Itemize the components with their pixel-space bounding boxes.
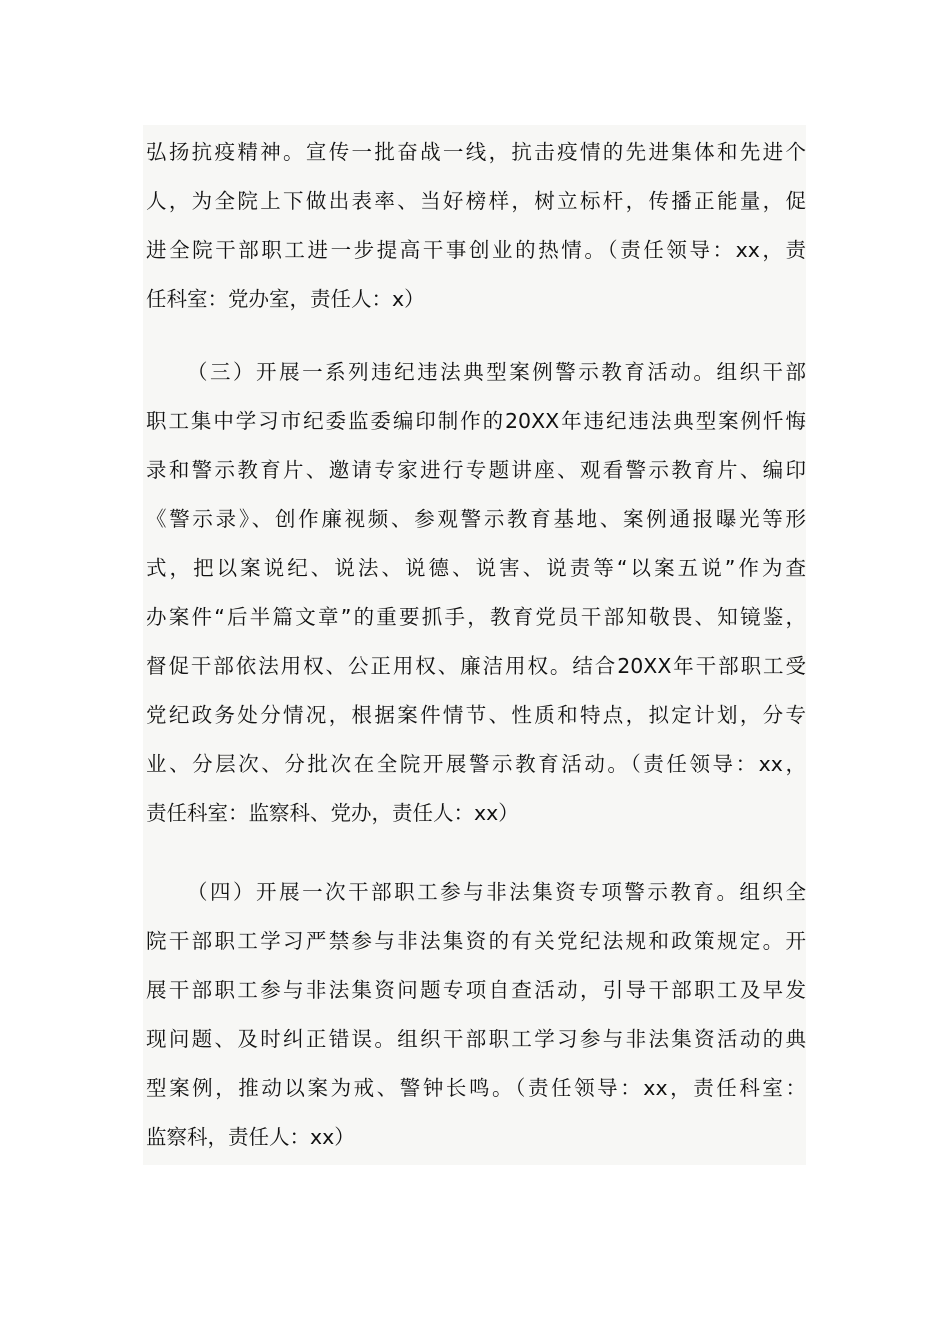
text-line: 型案例，推动以案为戒、警钟长鸣。（责任领导：xx，责任科室： xyxy=(146,1076,806,1100)
section-heading-line: （三）开展一系列违纪违法典型案例警示教育活动。组织干部 xyxy=(187,360,806,384)
text-line: 弘扬抗疫精神。宣传一批奋战一线，抗击疫情的先进集体和先进个 xyxy=(146,140,806,164)
text-line: 院干部职工学习严禁参与非法集资的有关党纪法规和政策规定。开 xyxy=(146,929,806,953)
text-line: 责任科室：监察科、党办，责任人：xx） xyxy=(146,801,519,825)
text-line: 式，把以案说纪、说法、说德、说害、说责等“以案五说”作为查 xyxy=(146,556,806,580)
text-line: 办案件“后半篇文章”的重要抓手，教育党员干部知敬畏、知镜鉴， xyxy=(146,605,806,629)
text-line: 监察科，责任人：xx） xyxy=(146,1125,355,1149)
text-line: 人，为全院上下做出表率、当好榜样，树立标杆，传播正能量，促 xyxy=(146,189,806,213)
text-line: 现问题、及时纠正错误。组织干部职工学习参与非法集资活动的典 xyxy=(146,1027,806,1051)
text-line: 录和警示教育片、邀请专家进行专题讲座、观看警示教育片、编印 xyxy=(146,458,806,482)
text-line: 《警示录》、创作廉视频、参观警示教育基地、案例通报曝光等形 xyxy=(146,507,806,531)
text-line: 进全院干部职工进一步提高干事创业的热情。（责任领导：xx，责 xyxy=(146,238,806,262)
section-heading-line: （四）开展一次干部职工参与非法集资专项警示教育。组织全 xyxy=(187,880,806,904)
text-line: 职工集中学习市纪委监委编印制作的20XX年违纪违法典型案例忏悔 xyxy=(146,409,806,433)
paragraph-section-3 xyxy=(146,348,806,838)
text-line: 任科室：党办室，责任人：x） xyxy=(146,287,425,311)
text-line: 业、分层次、分批次在全院开展警示教育活动。（责任领导：xx， xyxy=(146,752,806,776)
text-line: 党纪政务处分情况，根据案件情节、性质和特点，拟定计划，分专 xyxy=(146,703,806,727)
text-line: 展干部职工参与非法集资问题专项自查活动，引导干部职工及早发 xyxy=(146,978,806,1002)
paragraph-propaganda xyxy=(146,128,806,324)
text-line: 督促干部依法用权、公正用权、廉洁用权。结合20XX年干部职工受 xyxy=(146,654,806,678)
paragraph-section-4 xyxy=(146,868,806,1162)
